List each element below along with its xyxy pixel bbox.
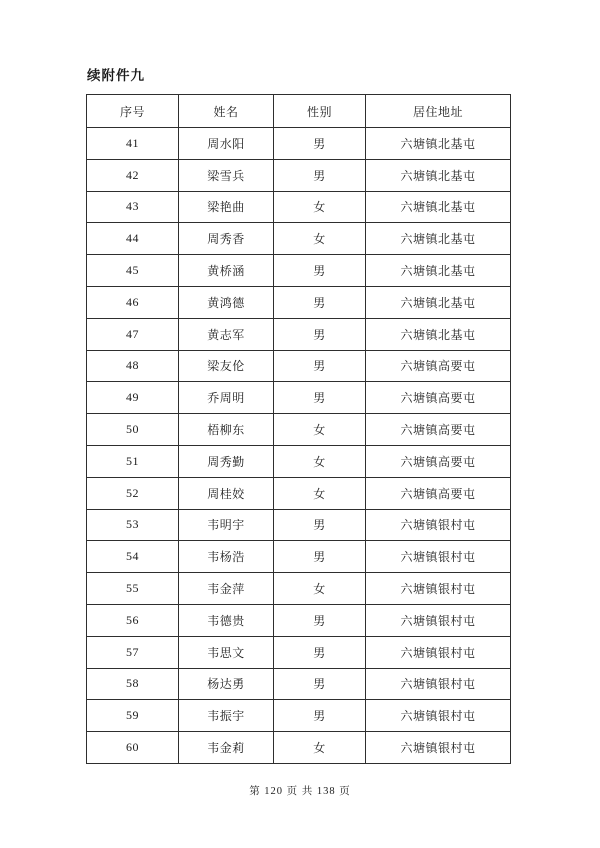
cell-no: 51 — [87, 445, 179, 477]
cell-address: 六塘镇银村屯 — [366, 509, 511, 541]
cell-address: 六塘镇高要屯 — [366, 382, 511, 414]
cell-no: 46 — [87, 286, 179, 318]
cell-no: 47 — [87, 318, 179, 350]
cell-no: 57 — [87, 636, 179, 668]
table-row — [87, 445, 511, 477]
cell-address: 六塘镇北基屯 — [366, 255, 511, 287]
table-row — [87, 636, 511, 668]
cell-address: 六塘镇银村屯 — [366, 700, 511, 732]
cell-name: 周水阳 — [179, 128, 274, 160]
cell-name: 周桂姣 — [179, 477, 274, 509]
cell-gender: 男 — [274, 509, 366, 541]
cell-address: 六塘镇高要屯 — [366, 445, 511, 477]
cell-gender: 女 — [274, 477, 366, 509]
table-body — [87, 128, 511, 764]
roster-table — [86, 94, 511, 764]
cell-address: 六塘镇高要屯 — [366, 477, 511, 509]
cell-address: 六塘镇银村屯 — [366, 573, 511, 605]
cell-gender: 男 — [274, 604, 366, 636]
header-row — [87, 95, 511, 128]
table-row — [87, 159, 511, 191]
cell-address: 六塘镇银村屯 — [366, 604, 511, 636]
cell-gender: 男 — [274, 159, 366, 191]
page-title: 续附件九 — [87, 68, 145, 83]
cell-address: 六塘镇高要屯 — [366, 350, 511, 382]
cell-gender: 女 — [274, 573, 366, 605]
cell-address: 六塘镇北基屯 — [366, 318, 511, 350]
cell-name: 周秀勤 — [179, 445, 274, 477]
cell-no: 53 — [87, 509, 179, 541]
cell-name: 黄志军 — [179, 318, 274, 350]
cell-gender: 男 — [274, 700, 366, 732]
cell-no: 45 — [87, 255, 179, 287]
table-row — [87, 128, 511, 160]
cell-address: 六塘镇北基屯 — [366, 286, 511, 318]
table-row — [87, 191, 511, 223]
cell-name: 韦金莉 — [179, 732, 274, 764]
cell-no: 52 — [87, 477, 179, 509]
cell-name: 梁艳曲 — [179, 191, 274, 223]
cell-name: 韦思文 — [179, 636, 274, 668]
cell-gender: 男 — [274, 541, 366, 573]
cell-gender: 女 — [274, 445, 366, 477]
cell-gender: 男 — [274, 636, 366, 668]
cell-no: 48 — [87, 350, 179, 382]
cell-name: 韦明宇 — [179, 509, 274, 541]
cell-gender: 男 — [274, 350, 366, 382]
cell-gender: 女 — [274, 414, 366, 446]
table-row — [87, 318, 511, 350]
cell-gender: 女 — [274, 191, 366, 223]
cell-no: 60 — [87, 732, 179, 764]
cell-no: 44 — [87, 223, 179, 255]
cell-address: 六塘镇银村屯 — [366, 636, 511, 668]
cell-gender: 男 — [274, 382, 366, 414]
table-row — [87, 414, 511, 446]
cell-name: 韦德贵 — [179, 604, 274, 636]
cell-name: 梁友伦 — [179, 350, 274, 382]
table-row — [87, 286, 511, 318]
cell-gender: 男 — [274, 128, 366, 160]
cell-no: 58 — [87, 668, 179, 700]
cell-name: 韦振宇 — [179, 700, 274, 732]
table-row — [87, 700, 511, 732]
cell-name: 杨达勇 — [179, 668, 274, 700]
table-row — [87, 255, 511, 287]
table-row — [87, 477, 511, 509]
table-row — [87, 223, 511, 255]
cell-gender: 男 — [274, 668, 366, 700]
header-address: 居住地址 — [366, 95, 511, 128]
page-number: 第 120 页 共 138 页 — [249, 786, 351, 797]
cell-no: 55 — [87, 573, 179, 605]
cell-gender: 女 — [274, 223, 366, 255]
cell-gender: 女 — [274, 732, 366, 764]
cell-name: 梧柳东 — [179, 414, 274, 446]
table-row — [87, 668, 511, 700]
cell-name: 乔周明 — [179, 382, 274, 414]
cell-address: 六塘镇高要屯 — [366, 414, 511, 446]
table-row — [87, 350, 511, 382]
cell-no: 59 — [87, 700, 179, 732]
cell-address: 六塘镇北基屯 — [366, 191, 511, 223]
header-no: 序号 — [87, 95, 179, 128]
cell-no: 43 — [87, 191, 179, 223]
table-row — [87, 573, 511, 605]
cell-gender: 男 — [274, 255, 366, 287]
cell-no: 54 — [87, 541, 179, 573]
cell-no: 50 — [87, 414, 179, 446]
cell-no: 41 — [87, 128, 179, 160]
cell-no: 56 — [87, 604, 179, 636]
table-row — [87, 732, 511, 764]
cell-address: 六塘镇北基屯 — [366, 128, 511, 160]
cell-address: 六塘镇银村屯 — [366, 732, 511, 764]
table-row — [87, 382, 511, 414]
cell-name: 黄桥涵 — [179, 255, 274, 287]
cell-gender: 男 — [274, 286, 366, 318]
cell-name: 韦杨浩 — [179, 541, 274, 573]
table-header — [87, 95, 511, 128]
cell-gender: 男 — [274, 318, 366, 350]
header-name: 姓名 — [179, 95, 274, 128]
cell-no: 49 — [87, 382, 179, 414]
cell-address: 六塘镇银村屯 — [366, 541, 511, 573]
table-row — [87, 604, 511, 636]
cell-name: 周秀香 — [179, 223, 274, 255]
cell-name: 韦金萍 — [179, 573, 274, 605]
cell-no: 42 — [87, 159, 179, 191]
cell-name: 黄鸿德 — [179, 286, 274, 318]
table-row — [87, 541, 511, 573]
cell-name: 梁雪兵 — [179, 159, 274, 191]
cell-address: 六塘镇银村屯 — [366, 668, 511, 700]
cell-address: 六塘镇北基屯 — [366, 159, 511, 191]
table-row — [87, 509, 511, 541]
cell-address: 六塘镇北基屯 — [366, 223, 511, 255]
header-gender: 性别 — [274, 95, 366, 128]
